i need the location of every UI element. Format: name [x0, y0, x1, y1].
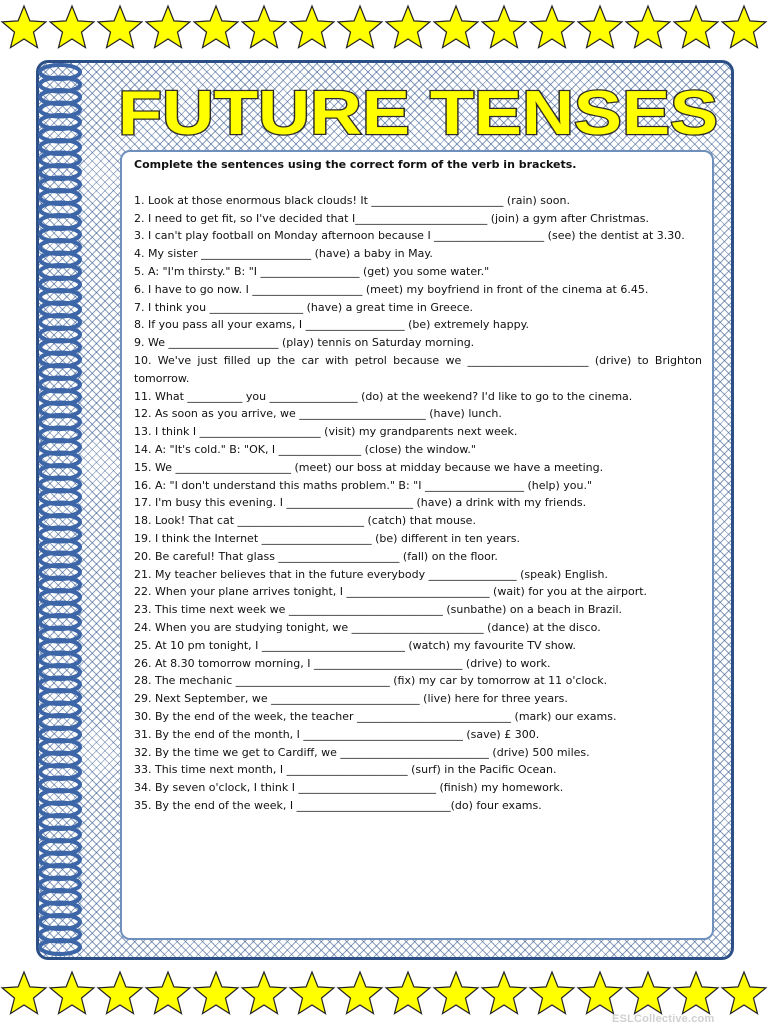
star-icon — [386, 6, 430, 48]
star-icon — [482, 6, 526, 48]
sentence-item: 24. When you are studying tonight, we ________________________ (dance) at the disco. — [134, 620, 601, 634]
sentence-item: 34. By seven o'clock, I think I _________________________ (finish) my homework. — [134, 781, 564, 795]
star-icon — [146, 6, 190, 48]
sentence-item: 21. My teacher believes that in the future everybody ________________ (speak) English. — [134, 567, 608, 581]
star-icon — [482, 972, 526, 1014]
sentence-item: 9. We ____________________ (play) tennis on Saturday morning. — [134, 336, 475, 350]
sentence-item: 30. By the end of the week, the teacher ____________________________ (mark) our exams. — [134, 709, 617, 723]
exercise-content — [134, 156, 702, 815]
sentence-item: 11. What __________ you ________________ (do) at the weekend? I'd like to go to the cinema. — [134, 389, 633, 403]
star-icon — [626, 6, 670, 48]
star-icon — [146, 972, 190, 1014]
page-title — [108, 66, 728, 156]
star-icon — [242, 972, 286, 1014]
star-icon — [194, 6, 238, 48]
star-icon — [338, 972, 382, 1014]
star-icon — [242, 6, 286, 48]
star-icon — [50, 972, 94, 1014]
sentence-item: 22. When your plane arrives tonight, I __________________________ (wait) for you at the airport. — [134, 585, 648, 599]
star-icon — [722, 6, 766, 48]
sentence-item: 2. I need to get fit, so I've decided that I________________________ (join) a gym after Christmas. — [134, 211, 650, 225]
sentence-item: 15. We _____________________ (meet) our boss at midday because we have a meeting. — [134, 460, 604, 474]
top-star-border — [0, 2, 768, 54]
star-icon — [434, 972, 478, 1014]
star-icon — [722, 972, 766, 1014]
sentence-item: 25. At 10 pm tonight, I __________________________ (watch) my favourite TV show. — [134, 638, 576, 652]
star-icon — [194, 972, 238, 1014]
page-title-text: FUTURE TENSES — [118, 79, 718, 148]
sentence-item: 10. We've just filled up the car with petrol because we ______________________ (drive) to Brighton tomorrow. — [134, 353, 702, 385]
sentence-item: 8. If you pass all your exams, I __________________ (be) extremely happy. — [134, 318, 530, 332]
star-icon — [530, 6, 574, 48]
sentence-item: 1. Look at those enormous black clouds! It ________________________ (rain) soon. — [134, 193, 570, 207]
sentence-item: 5. A: "I'm thirsty." B: "I __________________ (get) you some water." — [134, 264, 490, 278]
sentence-item: 16. A: "I don't understand this maths problem." B: "I __________________ (help) you." — [134, 478, 593, 492]
sentence-item: 13. I think I ______________________ (visit) my grandparents next week. — [134, 425, 518, 439]
star-icon — [290, 972, 334, 1014]
sentence-item: 17. I'm busy this evening. I _______________________ (have) a drink with my friends. — [134, 496, 587, 510]
star-icon — [578, 972, 622, 1014]
sentence-item: 18. Look! That cat _______________________ (catch) that mouse. — [134, 514, 476, 528]
sentence-item: 6. I have to go now. I ____________________ (meet) my boyfriend in front of the cinema at 6.45. — [134, 282, 649, 296]
sentence-item: 26. At 8.30 tomorrow morning, I ___________________________ (drive) to work. — [134, 656, 551, 670]
star-icon — [530, 972, 574, 1014]
sentence-item: 19. I think the Internet ____________________ (be) different in ten years. — [134, 531, 521, 545]
star-icon — [98, 972, 142, 1014]
sentence-item: 28. The mechanic ____________________________ (fix) my car by tomorrow at 11 o'clock. — [134, 674, 608, 688]
sentence-item: 7. I think you _________________ (have) a great time in Greece. — [134, 300, 474, 314]
spiral-binding — [30, 60, 90, 960]
watermark: ESLCollective.com — [612, 1013, 715, 1025]
sentence-item: 23. This time next week we ____________________________ (sunbathe) on a beach in Brazil. — [134, 603, 623, 617]
sentence-item: 33. This time next month, I ______________________ (surf) in the Pacific Ocean. — [134, 763, 557, 777]
sentence-item: 31. By the end of the month, I _____________________________ (save) £ 300. — [134, 727, 540, 741]
star-icon — [98, 6, 142, 48]
sentence-item: 29. Next September, we ___________________________ (live) here for three years. — [134, 692, 568, 706]
instruction-text: Complete the sentences using the correct form of the verb in brackets. — [134, 158, 577, 171]
star-icon — [2, 6, 46, 48]
star-icon — [578, 6, 622, 48]
star-icon — [290, 6, 334, 48]
star-icon — [50, 6, 94, 48]
sentence-item: 12. As soon as you arrive, we _______________________ (have) lunch. — [134, 407, 502, 421]
sentence-item: 32. By the time we get to Cardiff, we ___________________________ (drive) 500 miles. — [134, 745, 590, 759]
sentence-item: 14. A: "It's cold." B: "OK, I _______________ (close) the window." — [134, 442, 476, 456]
sentence-item: 4. My sister ____________________ (have) a baby in May. — [134, 247, 433, 261]
star-icon — [626, 972, 670, 1014]
star-icon — [2, 972, 46, 1014]
star-icon — [674, 972, 718, 1014]
sentence-list — [134, 192, 702, 815]
star-icon — [674, 6, 718, 48]
star-icon — [386, 972, 430, 1014]
star-icon — [434, 6, 478, 48]
star-icon — [338, 6, 382, 48]
sentence-item: 20. Be careful! That glass ______________________ (fall) on the floor. — [134, 549, 498, 563]
sentence-item: 3. I can't play football on Monday afternoon because I ____________________ (see) the dentist at 3.30. — [134, 229, 685, 243]
sentence-item: 35. By the end of the week, I ____________________________(do) four exams. — [134, 798, 542, 812]
